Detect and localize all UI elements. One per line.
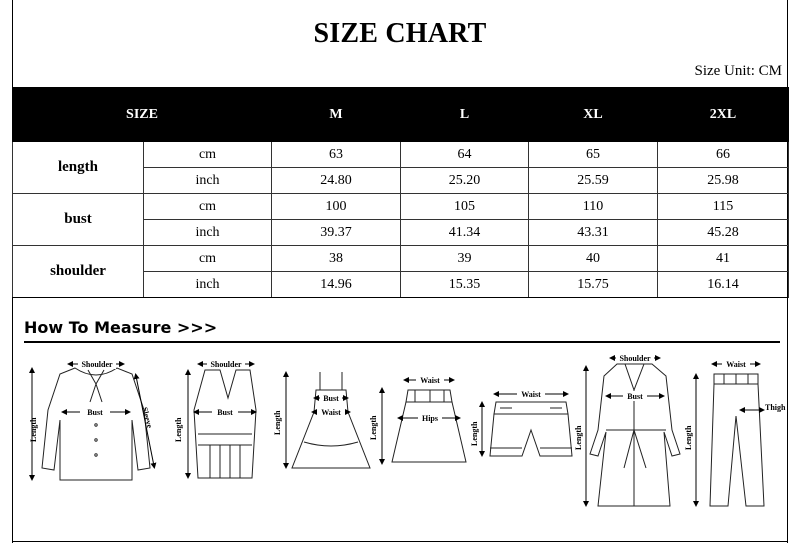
value-cell: 15.75 bbox=[529, 272, 658, 298]
heading-underline bbox=[24, 341, 780, 343]
waist-label: Waist bbox=[420, 376, 440, 385]
measure-label: shoulder bbox=[13, 246, 144, 298]
how-to-measure-illustrations bbox=[20, 350, 790, 520]
table-row bbox=[13, 246, 789, 272]
measure-label: length bbox=[13, 142, 144, 194]
page-title: SIZE CHART bbox=[313, 18, 487, 49]
strap-dress-illustration bbox=[286, 372, 370, 468]
table-row bbox=[13, 194, 789, 220]
length-label: Length bbox=[470, 421, 479, 446]
unit-cell: inch bbox=[144, 272, 272, 298]
value-cell: 41 bbox=[658, 246, 789, 272]
how-to-measure-heading: How To Measure >>> bbox=[24, 318, 218, 337]
value-cell: 25.20 bbox=[401, 168, 529, 194]
unit-cell: cm bbox=[144, 142, 272, 168]
value-cell: 66 bbox=[658, 142, 789, 168]
unit-cell: inch bbox=[144, 220, 272, 246]
length-label: Length bbox=[574, 425, 583, 450]
value-cell: 110 bbox=[529, 194, 658, 220]
waist-label: Waist bbox=[521, 390, 541, 399]
coat-illustration bbox=[586, 358, 680, 506]
waist-label: Waist bbox=[726, 360, 746, 369]
size-header-cell: SIZE bbox=[13, 88, 272, 142]
length-label: Length bbox=[273, 410, 282, 435]
value-cell: 15.35 bbox=[401, 272, 529, 298]
value-cell: 14.96 bbox=[272, 272, 401, 298]
waist-label: Waist bbox=[321, 408, 341, 417]
length-label: Length bbox=[29, 417, 38, 442]
value-cell: 39 bbox=[401, 246, 529, 272]
bust-label: Bust bbox=[627, 392, 643, 401]
size-header-cell: M bbox=[272, 88, 401, 142]
value-cell: 65 bbox=[529, 142, 658, 168]
length-label: Length bbox=[369, 415, 378, 440]
value-cell: 115 bbox=[658, 194, 789, 220]
length-label: Length bbox=[684, 425, 693, 450]
value-cell: 40 bbox=[529, 246, 658, 272]
blouse-illustration bbox=[32, 364, 154, 480]
measure-label: bust bbox=[13, 194, 144, 246]
unit-cell: inch bbox=[144, 168, 272, 194]
value-cell: 45.28 bbox=[658, 220, 789, 246]
value-cell: 38 bbox=[272, 246, 401, 272]
size-header-cell: XL bbox=[529, 88, 658, 142]
value-cell: 41.34 bbox=[401, 220, 529, 246]
size-unit-label: Size Unit: CM bbox=[694, 63, 782, 79]
size-table bbox=[12, 87, 789, 298]
bottom-border bbox=[12, 541, 788, 542]
shoulder-label: Shoulder bbox=[81, 360, 113, 369]
value-cell: 100 bbox=[272, 194, 401, 220]
size-header-cell: 2XL bbox=[658, 88, 789, 142]
value-cell: 25.98 bbox=[658, 168, 789, 194]
thigh-label: Thigh bbox=[765, 403, 786, 412]
value-cell: 24.80 bbox=[272, 168, 401, 194]
bust-label: Bust bbox=[217, 408, 233, 417]
bust-label: Bust bbox=[323, 394, 339, 403]
value-cell: 25.59 bbox=[529, 168, 658, 194]
unit-cell: cm bbox=[144, 246, 272, 272]
tank-top-illustration bbox=[188, 364, 256, 478]
value-cell: 43.31 bbox=[529, 220, 658, 246]
bust-label: Bust bbox=[87, 408, 103, 417]
value-cell: 105 bbox=[401, 194, 529, 220]
size-header-cell: L bbox=[401, 88, 529, 142]
value-cell: 64 bbox=[401, 142, 529, 168]
trousers-illustration bbox=[696, 364, 764, 506]
value-cell: 16.14 bbox=[658, 272, 789, 298]
section-divider bbox=[12, 297, 788, 298]
shorts-illustration bbox=[482, 394, 572, 456]
size-header-row bbox=[13, 88, 789, 142]
table-row bbox=[13, 142, 789, 168]
shoulder-label: Shoulder bbox=[619, 354, 651, 363]
hips-label: Hips bbox=[421, 414, 439, 423]
sleeve-label: Sleeve bbox=[140, 406, 155, 430]
value-cell: 39.37 bbox=[272, 220, 401, 246]
shoulder-label: Shoulder bbox=[210, 360, 242, 369]
length-label: Length bbox=[174, 417, 183, 442]
unit-cell: cm bbox=[144, 194, 272, 220]
value-cell: 63 bbox=[272, 142, 401, 168]
